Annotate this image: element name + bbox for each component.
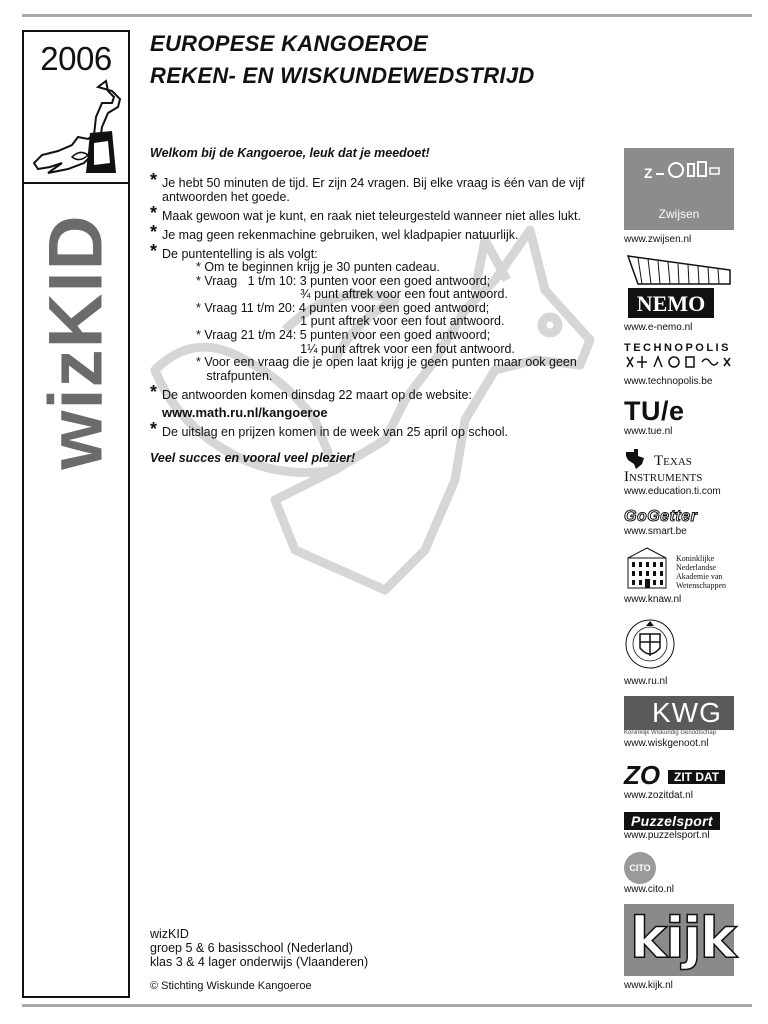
ti-logo-line-1: Texas (654, 453, 692, 469)
knaw-building-icon (624, 546, 670, 590)
puzzelsport-logo-text: Puzzelsport (624, 812, 720, 830)
knaw-logo-line: Nederlandse (676, 563, 716, 572)
footer-line: klas 3 & 4 lager onderwijs (Vlaanderen) (150, 955, 369, 969)
radboud-seal-icon (624, 616, 676, 672)
zwijsen-logo-text: Zwijsen (658, 207, 700, 221)
sponsor-url[interactable]: www.wiskgenoot.nl (624, 738, 709, 749)
sponsor-url[interactable]: www.e-nemo.nl (624, 322, 693, 333)
zozitdat-logo-text: ZO (624, 760, 661, 790)
nemo-logo-text: NEMO (636, 291, 706, 316)
website-link[interactable]: www.math.ru.nl/kangoeroe (162, 405, 328, 421)
scoring-line: 1 punt aftrek voor een fout antwoord. (196, 314, 505, 329)
kwg-logo-text: KWG (652, 697, 722, 728)
page-title (150, 28, 535, 92)
sponsor-url[interactable]: www.zwijsen.nl (624, 234, 692, 245)
zwijsen-symbols-icon (624, 148, 734, 188)
list-item: * De uitslag en prijzen komen in de week van 25 april op school. (150, 425, 610, 439)
technopolis-symbols-icon (624, 354, 734, 370)
sponsor-url[interactable]: www.tue.nl (624, 426, 673, 437)
sponsor-url[interactable]: www.ru.nl (624, 676, 668, 687)
title-line-2: REKEN- EN WISKUNDEWEDSTRIJD (150, 63, 535, 88)
nemo-logo-icon (624, 254, 734, 320)
scoring-line: 1¼ punt aftrek voor een fout antwoord. (196, 341, 515, 356)
answers-text: * De antwoorden komen dinsdag 22 maart op de website: (162, 388, 472, 403)
sponsor-zwijsen[interactable] (624, 148, 736, 246)
welcome-text: Welkom bij de Kangoeroe, leuk dat je meedoet! (150, 146, 430, 160)
sponsor-kijk[interactable] (624, 904, 736, 994)
copyright: © Stichting Wiskunde Kangoeroe (150, 980, 312, 992)
zozitdat-logo-text-2: ZIT DAT (668, 770, 725, 784)
sponsor-url[interactable]: www.smart.be (624, 526, 687, 537)
sidebar (22, 30, 130, 998)
sponsor-cito[interactable] (624, 852, 736, 896)
footer-line: wizKID (150, 927, 189, 941)
scoring-line: * Vraag 11 t/m 20: 4 punten voor een goed antwoord; (196, 300, 490, 315)
year-label: 2006 (40, 40, 112, 77)
title-line-1: EUROPESE KANGOEROE (150, 31, 429, 56)
svg-text:Z: Z (644, 165, 653, 181)
sponsor-zozitdat[interactable] (624, 762, 736, 804)
footer-line: groep 5 & 6 basisschool (Nederland) (150, 941, 353, 955)
sponsor-technopolis[interactable] (624, 342, 736, 390)
list-item: * Je hebt 50 minuten de tijd. Er zijn 24 vragen. Bij elke vraag is één van de vijf antwoorden het goede. (150, 176, 610, 204)
brand-vertical-text: wizKID (33, 214, 119, 470)
sponsor-url[interactable]: www.knaw.nl (624, 594, 682, 605)
list-item-answers (150, 388, 610, 420)
ti-logo-line-2: Instruments (624, 469, 703, 485)
sidebar-divider (24, 182, 128, 184)
ti-state-icon (624, 448, 646, 470)
scoring-line: * Om te beginnen krijg je 30 punten cadeau. (196, 260, 440, 274)
instructions (150, 146, 610, 465)
sponsor-url[interactable]: www.cito.nl (624, 884, 675, 895)
technopolis-logo-text: TECHNOPOLIS (624, 342, 731, 354)
sponsor-nemo[interactable] (624, 254, 736, 334)
sponsor-puzzelsport[interactable] (624, 812, 736, 844)
scoring-line: ¾ punt aftrek voor een fout antwoord. (196, 287, 508, 302)
knaw-logo-line: Akademie van (676, 572, 723, 581)
sponsor-url[interactable]: www.technopolis.be (624, 376, 713, 387)
instruction-list (150, 176, 610, 439)
kwg-logo (624, 696, 734, 730)
top-rule (22, 14, 752, 17)
sponsor-tue[interactable] (624, 396, 736, 438)
scoring-intro: * De puntentelling is als volgt: (162, 247, 318, 261)
sponsor-url[interactable]: www.puzzelsport.nl (624, 830, 710, 841)
sponsor-url[interactable]: www.kijk.nl (624, 980, 673, 991)
scoring-line: strafpunten. (196, 368, 273, 383)
sponsor-ti[interactable] (624, 448, 736, 500)
closing-text: Veel succes en vooral veel plezier! (150, 451, 356, 466)
kwg-logo-subtext: Koninklijk Wiskundig Genootschap (624, 730, 717, 736)
knaw-logo-text (676, 554, 726, 590)
tue-logo-text: TU/e (624, 396, 685, 426)
sponsor-knaw[interactable] (624, 546, 736, 608)
sponsor-kwg[interactable] (624, 696, 736, 752)
knaw-logo-line: Koninklijke (676, 554, 715, 563)
knaw-logo-line: Wetenschappen (676, 581, 726, 590)
scoring-line: * Vraag 1 t/m 10: 3 punten voor een goed antwoord; (196, 273, 491, 288)
zwijsen-logo (624, 148, 734, 230)
sponsor-url[interactable]: www.zozitdat.nl (624, 790, 693, 801)
list-item: * Maak gewoon wat je kunt, en raak niet teleurgesteld wanneer niet alles lukt. (150, 209, 610, 223)
kijk-logo (624, 904, 734, 976)
list-item: * Je mag geen rekenmachine gebruiken, wel kladpapier natuurlijk. (150, 228, 610, 242)
gogetter-logo-text: GoGetter (624, 508, 698, 525)
sponsor-url[interactable]: www.education.ti.com (624, 486, 721, 497)
footer (150, 927, 368, 969)
scoring-line: * Voor een vraag die je open laat krijg je geen punten maar ook geen (196, 355, 577, 370)
bottom-rule (22, 1004, 752, 1007)
list-item-scoring (150, 247, 610, 383)
cito-logo: CITO (624, 852, 656, 884)
sponsor-gogetter[interactable] (624, 508, 736, 540)
scoring-line: * Vraag 21 t/m 24: 5 punten voor een goed antwoord; (196, 327, 491, 342)
kangaroo-logo-icon (28, 77, 126, 182)
kijk-logo-text: kijk (630, 906, 735, 971)
sponsor-ru[interactable] (624, 616, 736, 688)
